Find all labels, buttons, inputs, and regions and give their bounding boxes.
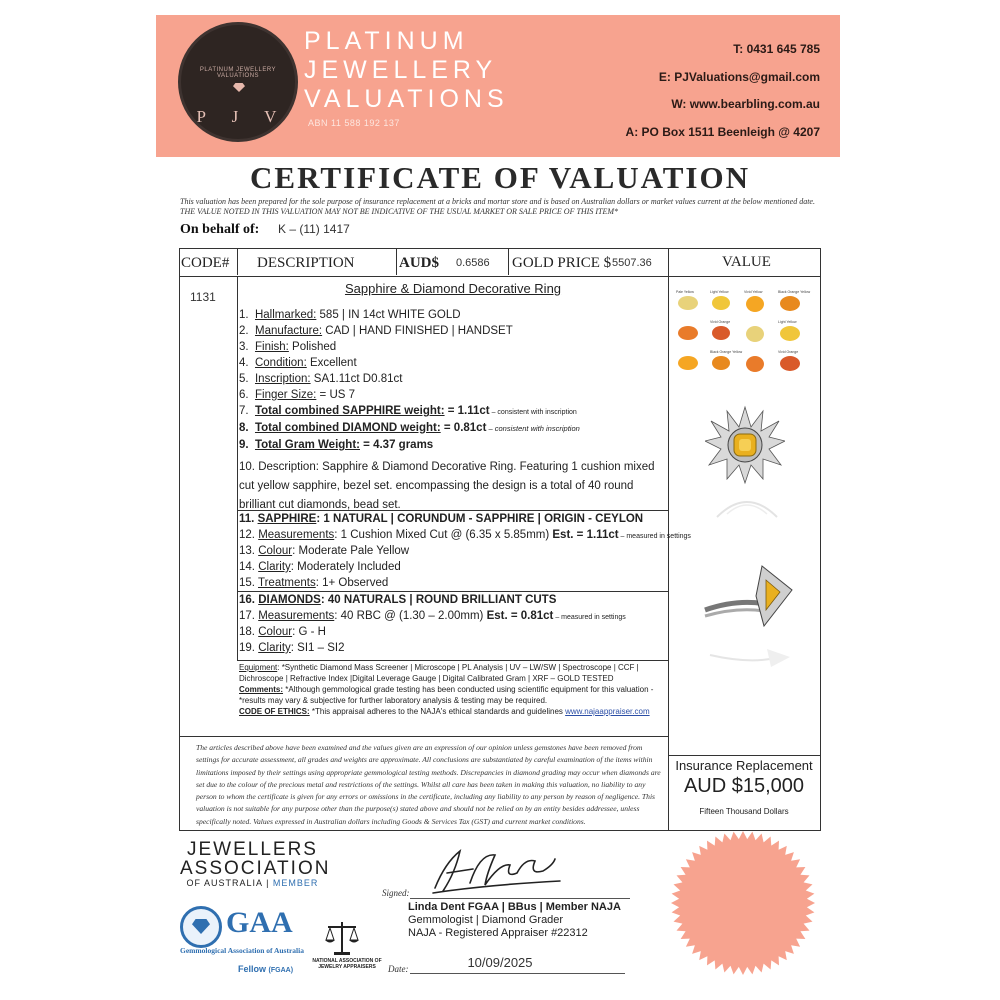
signer-details xyxy=(408,901,621,940)
insurance-label: Insurance Replacement xyxy=(675,758,813,773)
sapphire-colour-swatch xyxy=(746,296,764,312)
handwritten-signature xyxy=(425,843,565,898)
sapphire-colour-swatch xyxy=(780,296,800,311)
footer-divider xyxy=(179,736,668,737)
jaa-subtitle: OF AUSTRALIA | MEMBER xyxy=(186,878,319,888)
equipment-block xyxy=(239,662,667,717)
contact-phone: T: 0431 645 785 xyxy=(733,42,820,56)
item-line-19: 19. Clarity: SI1 – SI2 xyxy=(239,642,345,654)
item-line-12: 12. Measurements: 1 Cushion Mixed Cut @ (6.35 x 5.85mm) Est. = 1.11ct – measured in settings xyxy=(239,529,691,541)
signer-name: Linda Dent FGAA | BBus | Member NAJA xyxy=(408,901,621,913)
item-line-15: 15. Treatments: 1+ Observed xyxy=(239,577,389,589)
swatch-label: Vivid Yellow xyxy=(744,290,763,294)
sapphire-colour-swatch xyxy=(746,326,764,342)
brand-line-3: VALUATIONS xyxy=(304,85,509,113)
ethics-text: CODE OF ETHICS: *This appraisal adheres to the NAJA's ethical standards and guidelines www.najaappraiser.com xyxy=(239,707,650,716)
letterhead xyxy=(156,15,840,157)
date-line xyxy=(410,973,625,974)
abn-number: ABN 11 588 192 137 xyxy=(308,118,400,128)
comments-text: Comments: *Although gemmological grade testing has been conducted using scientific equipment for this valuation - *results may vary & subjective for further laboratory analysis & testing may be required. xyxy=(239,685,654,705)
seal-sticker xyxy=(668,828,818,978)
signer-role: Gemmologist | Diamond Grader xyxy=(408,914,564,926)
item-line-8: 8. Total combined DIAMOND weight: = 0.81ct – consistent with inscription xyxy=(239,422,580,434)
gaa-logo-text: GAA xyxy=(226,906,293,939)
header-gold-price: GOLD PRICE $ xyxy=(512,255,612,271)
gold-price-value: 5507.36 xyxy=(612,257,652,269)
swatch-label: Vivid Orange xyxy=(778,350,799,354)
insurance-amount: AUD $15,000 xyxy=(683,775,805,797)
item-line-4: 4. Condition: Excellent xyxy=(239,357,357,369)
swatch-label: Pale Yellow xyxy=(676,290,694,294)
ring-side-view-image xyxy=(700,560,800,630)
on-behalf-label: On behalf of: xyxy=(180,222,260,237)
scales-icon xyxy=(322,918,362,958)
signature-line xyxy=(410,898,630,899)
swatch-label: Black Orange Yellow xyxy=(778,290,811,294)
brand-line-2: JEWELLERY xyxy=(304,56,498,84)
brand-name xyxy=(304,27,509,114)
insurance-divider xyxy=(668,755,821,756)
item-line-13: 13. Colour: Moderate Pale Yellow xyxy=(239,545,410,557)
ring-side-reflection-image xyxy=(705,645,795,670)
jaa-line-1: JEWELLERS xyxy=(187,839,318,860)
swatch-label: Black Orange Yellow xyxy=(710,350,743,354)
header-code: CODE# xyxy=(181,255,230,271)
gaa-full-name: Gemmological Association of Australia xyxy=(180,946,304,955)
item-line-10: 10. Description: Sapphire & Diamond Decorative Ring. Featuring 1 cushion mixed cut yellow sapphire, bezel set. encompassing the design is a total of 40 round brilliant cut diamonds, bead set. xyxy=(239,461,655,511)
insurance-amount-words: Fifteen Thousand Dollars xyxy=(699,807,789,816)
item-line-3: 3. Finish: Polished xyxy=(239,341,337,353)
item-code: 1131 xyxy=(190,290,216,304)
section-divider xyxy=(237,591,669,592)
signer-registration: NAJA - Registered Appraiser #22312 xyxy=(408,927,588,939)
gaa-emblem xyxy=(180,906,222,948)
item-line-14: 14. Clarity: Moderately Included xyxy=(239,561,401,573)
disclaimer-line-1: This valuation has been prepared for the sole purpose of insurance replacement at a bricks and mortar store and is based on Australian dollars or market values current at the below mentioned date. xyxy=(180,197,815,206)
date-label: Date: xyxy=(388,964,409,974)
contact-website: W: www.bearbling.com.au xyxy=(671,97,820,111)
jaa-logo xyxy=(180,839,331,879)
column-divider xyxy=(508,248,509,275)
column-divider xyxy=(237,248,238,275)
disclaimer xyxy=(180,197,830,217)
table-header-divider xyxy=(179,276,821,277)
gaa-fellow: Fellow (FGAA) xyxy=(238,964,294,974)
brand-line-1: PLATINUM xyxy=(304,27,469,55)
item-line-18: 18. Colour: G - H xyxy=(239,626,326,638)
item-line-16: 16. DIAMONDS: 40 NATURALS | ROUND BRILLIANT CUTS xyxy=(239,594,557,606)
logo-ring-text: PLATINUM JEWELLERY VALUATIONS xyxy=(199,67,277,79)
logo-monogram: P J V xyxy=(196,107,288,126)
header-description: DESCRIPTION xyxy=(257,255,355,271)
item-line-2: 2. Manufacture: CAD | HAND FINISHED | HANDSET xyxy=(239,325,513,337)
item-line-1: 1. Hallmarked: 585 | IN 14ct WHITE GOLD xyxy=(239,309,461,321)
sapphire-colour-swatch xyxy=(780,356,800,371)
ring-top-view-image xyxy=(705,405,785,485)
contact-address: A: PO Box 1511 Beenleigh @ 4207 xyxy=(625,125,820,139)
sapphire-colour-swatch xyxy=(678,326,698,340)
ring-reflection-image xyxy=(712,492,782,522)
on-behalf-value: K – (11) 1417 xyxy=(278,222,350,236)
item-line-7: 7. Total combined SAPPHIRE weight: = 1.11ct – consistent with inscription xyxy=(239,405,577,417)
valuation-date: 10/09/2025 xyxy=(467,955,533,970)
sapphire-colour-swatch xyxy=(678,296,698,310)
sapphire-colour-swatch xyxy=(712,296,730,310)
swatch-label: Vivid Orange xyxy=(710,320,731,324)
legal-footnote: The articles described above have been examined and the values given are an expression of our opinion unless gemstones have been removed from settings for accurate assessment, all grades and weights are approximate. All conclusions are substantiated by careful examination of the items within limitations imposed by their settings using appropriate gemmological testing methods. Discrepancies in diamond grading may occur when diamonds are set due to the colour of the precious metal and restrictions of the settings. Whilst all care has been taken in making this valuation, no liability to any person to whom the certificate is given for any errors or omissions in the certificate, including any liability to any person by reason of negligence. This valuation is not suitable for any purpose other than the purpose(s) stated above and should not be relied on by an entity besides addressee, unless specifically noted. Values expressed in Australian dollars including Goods & Services Tax (GST) and current market conditions. xyxy=(196,743,661,826)
item-line-6: 6. Finger Size: = US 7 xyxy=(239,389,356,401)
item-line-5: 5. Inscription: SA1.11ct D0.81ct xyxy=(239,373,403,385)
header-value: VALUE xyxy=(722,254,771,270)
column-divider xyxy=(396,248,397,275)
sapphire-colour-swatch xyxy=(712,326,730,340)
swatch-label: Light Yellow xyxy=(778,320,797,324)
section-divider xyxy=(237,660,669,661)
swatch-label: Light Yellow xyxy=(710,290,729,294)
sapphire-colour-swatch xyxy=(780,326,800,341)
sapphire-colour-swatch xyxy=(746,356,764,372)
certificate-title: CERTIFICATE OF VALUATION xyxy=(250,160,750,195)
diamond-icon xyxy=(233,83,245,92)
naja-logo-text: NATIONAL ASSOCIATION OF JEWELRY APPRAISERS xyxy=(312,958,382,970)
disclaimer-line-2: THE VALUE NOTED IN THIS VALUATION MAY NOT BE INDICATIVE OF THE USUAL MARKET OR SALE PRICE OF THIS ITEM* xyxy=(180,207,619,216)
code-column-divider xyxy=(237,276,238,660)
item-title: Sapphire & Diamond Decorative Ring xyxy=(344,281,562,296)
contact-email: E: PJValuations@gmail.com xyxy=(658,70,820,84)
aud-rate: 0.6586 xyxy=(456,257,490,269)
naja-link[interactable]: www.najaappraiser.com xyxy=(565,707,650,716)
header-aud: AUD$ xyxy=(399,255,439,271)
sapphire-colour-swatch xyxy=(712,356,730,370)
item-line-9: 9. Total Gram Weight: = 4.37 grams xyxy=(239,439,434,451)
gem-icon xyxy=(192,919,210,934)
equipment-text: Equipment: *Synthetic Diamond Mass Screener | Microscope | PL Analysis | UV – LW/SW | Spectroscope | CCF | Dichroscope | Refractive Index |Digital Leverage Gauge | Digital Calibrated Gram | XRF – GOLD TESTED xyxy=(239,663,639,683)
signed-label: Signed: xyxy=(382,888,410,898)
sapphire-colour-swatch xyxy=(678,356,698,370)
pjv-logo xyxy=(178,22,298,142)
item-line-11: 11. SAPPHIRE: 1 NATURAL | CORUNDUM - SAPPHIRE | ORIGIN - CEYLON xyxy=(239,513,644,525)
item-line-17: 17. Measurements: 40 RBC @ (1.30 – 2.00mm) Est. = 0.81ct – measured in settings xyxy=(239,610,626,622)
jaa-line-2: ASSOCIATION xyxy=(180,858,331,879)
